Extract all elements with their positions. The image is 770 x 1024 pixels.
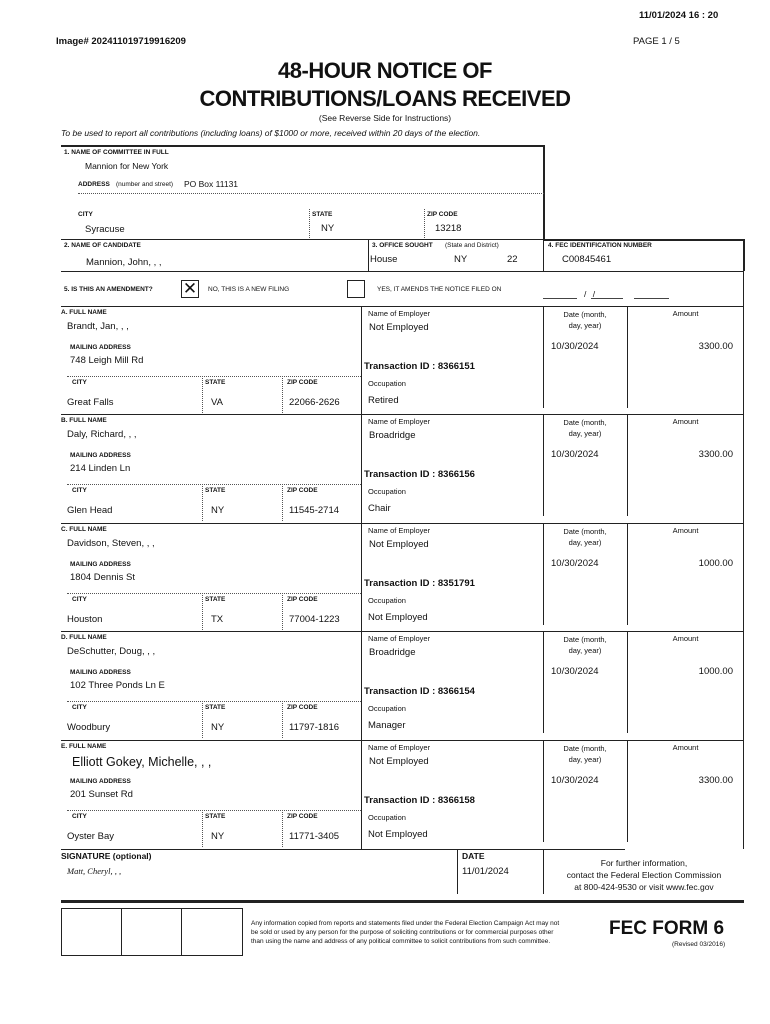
mailing-address-label: MAILING ADDRESS [70,669,131,676]
city-label: CITY [72,813,87,820]
signature-date: 11/01/2024 [462,866,509,877]
contributor-city: Oyster Bay [67,831,114,842]
state-label: STATE [205,704,226,711]
fec-id-right-border [743,239,745,271]
disclaimer-line-3: than using the name and address of any political committee to solicit contributions from such committee. [251,938,551,945]
contributor-zip: 11797-1816 [289,722,340,733]
divider [121,908,122,956]
signature-name: Matt, Cheryl, , , [67,866,122,876]
contribution-amount: 3300.00 [698,341,733,352]
contribution-amount: 3300.00 [698,775,733,786]
office-district: 22 [507,254,518,265]
contribution-date: 10/30/2024 [551,558,599,569]
contributor-name: Brandt, Jan, , , [67,321,129,332]
entry-divider [202,701,203,738]
divider [457,849,458,894]
entry-top-border [61,740,744,741]
fec-id-top-border [543,239,744,241]
committee-address-sublabel: (number and street) [116,181,174,188]
contributor-name: Davidson, Steven, , , [67,538,155,549]
fec-id-label: 4. FEC IDENTIFICATION NUMBER [548,242,652,249]
date-header: Date (month, day, year) [563,310,607,330]
occupation-label: Occupation [368,704,406,713]
transaction-id: Transaction ID : 8366156 [364,469,475,480]
contribution-amount: 1000.00 [698,666,733,677]
amount-header: Amount [672,526,699,535]
zip-label: ZIP CODE [287,379,318,386]
entry-divider [627,523,628,625]
disclaimer-line-1: Any information copied from reports and statements filed under the Federal Election Campaign Act may not [251,920,560,927]
contributor-state: NY [211,831,225,842]
contributor-city: Houston [67,614,103,625]
mailing-address-label: MAILING ADDRESS [70,561,131,568]
committee-city: Syracuse [85,224,125,235]
amendment-label: 5. IS THIS AN AMENDMENT? [64,286,153,293]
contribution-date: 10/30/2024 [551,666,599,677]
mailing-address: 748 Leigh Mill Rd [70,355,144,366]
contributor-name: Daly, Richard, , , [67,429,137,440]
contributor-city: Great Falls [67,397,114,408]
state-label: STATE [205,813,226,820]
contributor-zip: 22066-2626 [289,397,340,408]
entry-dotted-rule [67,701,361,702]
divider [368,239,369,271]
entry-divider [361,306,362,415]
entry-top-border [61,414,744,415]
form-name: FEC FORM 6 [609,918,725,939]
contributor-state: TX [211,614,224,625]
contributor-zip: 11771-3405 [289,831,340,842]
entry-top-border [61,306,744,307]
entry-dotted-rule [67,484,361,485]
entry-divider [202,593,203,630]
contributor-city: Woodbury [67,722,111,733]
contribution-date: 10/30/2024 [551,341,599,352]
office-sought: House [370,254,398,265]
entry-divider [627,414,628,516]
contributor-city: Glen Head [67,505,113,516]
mailing-address: 214 Linden Ln [70,463,131,474]
contributor-state: VA [211,397,223,408]
committee-state-label: STATE [312,211,333,218]
signature-top-border [61,849,625,850]
contributor-label: D. FULL NAME [61,634,107,641]
entry-divider [361,414,362,523]
address-line [78,193,544,194]
date-header: Date (month, day, year) [563,527,607,547]
yes-amends-checkbox[interactable] [347,280,365,298]
amount-header: Amount [672,417,699,426]
candidate-top-border [61,239,544,240]
contributor-name: DeSchutter, Doug, , , [67,646,156,657]
date-header: Date (month, day, year) [563,635,607,655]
info-line-1: For further information, [600,858,688,868]
amount-header: Amount [672,743,699,752]
entry-divider [361,631,362,740]
occupation-label: Occupation [368,813,406,822]
entry-divider [627,306,628,408]
contributor-label: A. FULL NAME [61,309,107,316]
info-line-2: contact the Federal Election Commission [566,870,722,880]
entry-top-border [61,523,744,524]
no-new-filing-checkbox[interactable] [181,280,199,298]
section-top-border [61,145,544,147]
mailing-address-label: MAILING ADDRESS [70,452,131,459]
state-label: STATE [205,487,226,494]
mailing-address: 102 Three Ponds Ln E [70,680,165,691]
employer-label: Name of Employer [368,634,431,643]
entry-divider [202,484,203,521]
contributor-label: B. FULL NAME [61,417,107,424]
entry-divider [282,810,283,847]
contributor-name: Elliott Gokey, Michelle, , , [72,755,212,769]
mailing-address-label: MAILING ADDRESS [70,778,131,785]
info-line-3: at 800-424-9530 or visit www.fec.gov [574,882,714,892]
divider [181,908,182,956]
occupation-label: Occupation [368,596,406,605]
state-label: STATE [205,596,226,603]
contributor-occupation: Manager [368,720,406,731]
committee-address: PO Box 11131 [184,179,239,189]
disclaimer-line-2: be sold or used by any person for the purpose of soliciting contributions or for commercial purposes other [251,929,554,936]
employer-label: Name of Employer [368,743,431,752]
transaction-id: Transaction ID : 8351791 [364,578,475,589]
table-right-border [743,271,744,849]
office-sublabel: (State and District) [445,242,499,249]
signature-date-label: DATE [462,851,485,861]
footer-thick-rule [61,900,744,903]
entry-top-border [61,631,744,632]
entry-divider [282,376,283,413]
fec-id-number: C00845461 [562,254,612,265]
no-new-filing-label: NO, THIS IS A NEW FILING [208,286,290,293]
date-header: Date (month, day, year) [563,744,607,764]
page-number: PAGE 1 / 5 [633,36,680,47]
city-label: CITY [72,596,87,603]
entry-divider [202,810,203,847]
entry-dotted-rule [67,593,361,594]
signature-label: SIGNATURE (optional) [61,851,152,861]
instruction-text: To be used to report all contributions (including loans) of $1000 or more, received within 20 days of the election. [61,128,481,138]
divider [424,209,425,238]
contribution-date: 10/30/2024 [551,775,599,786]
employer-name: Not Employed [369,756,429,767]
amend-date-slashes: / / [584,289,598,299]
entry-divider [282,593,283,630]
form-revised: (Revised 03/2016) [672,941,726,948]
amount-header: Amount [672,309,699,318]
entry-divider [361,740,362,849]
checkmark-x-icon: ✕ [182,279,198,298]
city-label: CITY [72,487,87,494]
zip-label: ZIP CODE [287,704,318,711]
mailing-address: 201 Sunset Rd [70,789,133,800]
transaction-id: Transaction ID : 8366151 [364,361,475,372]
state-label: STATE [205,379,226,386]
entry-dotted-rule [67,376,361,377]
city-label: CITY [72,379,87,386]
city-label: CITY [72,704,87,711]
occupation-label: Occupation [368,379,406,388]
mailing-address-label: MAILING ADDRESS [70,344,131,351]
employer-name: Not Employed [369,539,429,550]
transaction-id: Transaction ID : 8366158 [364,795,475,806]
entry-divider [202,376,203,413]
office-label: 3. OFFICE SOUGHT [372,242,433,249]
contribution-amount: 1000.00 [698,558,733,569]
zip-label: ZIP CODE [287,813,318,820]
form-title-line2: CONTRIBUTIONS/LOANS RECEIVED [199,86,571,111]
office-state: NY [454,254,468,265]
entry-dotted-rule [67,810,361,811]
employer-label: Name of Employer [368,526,431,535]
candidate-bottom-border [61,271,744,272]
contributor-zip: 77004-1223 [289,614,340,625]
candidate-label: 2. NAME OF CANDIDATE [64,242,141,249]
divider [309,209,310,238]
contribution-amount: 3300.00 [698,449,733,460]
committee-zip-label: ZIP CODE [427,211,458,218]
employer-label: Name of Employer [368,309,431,318]
transaction-id: Transaction ID : 8366154 [364,686,475,697]
amend-year-line [634,298,669,299]
see-reverse-note: (See Reverse Side for Instructions) [318,113,452,123]
entry-divider [282,701,283,738]
zip-label: ZIP CODE [287,596,318,603]
contributor-label: C. FULL NAME [61,526,107,533]
committee-name: Mannion for New York [85,161,169,171]
amend-month-line [543,298,577,299]
contributor-occupation: Chair [368,503,391,514]
contributor-occupation: Not Employed [368,612,428,623]
mailing-address: 1804 Dennis St [70,572,135,583]
timestamp: 11/01/2024 16 : 20 [639,10,719,21]
employer-name: Not Employed [369,322,429,333]
committee-zip: 13218 [435,223,462,234]
contribution-date: 10/30/2024 [551,449,599,460]
divider [543,239,544,271]
candidate-name: Mannion, John, , , [86,257,162,268]
image-number: Image# 202411019719916209 [56,36,186,47]
contributor-state: NY [211,722,225,733]
contributor-occupation: Retired [368,395,399,406]
committee-city-label: CITY [78,211,93,218]
office-use-boxes [61,908,243,956]
entry-divider [361,523,362,632]
zip-label: ZIP CODE [287,487,318,494]
employer-name: Broadridge [369,430,416,441]
yes-amends-label: YES, IT AMENDS THE NOTICE FILED ON [377,286,502,293]
date-header: Date (month, day, year) [563,418,607,438]
contributor-zip: 11545-2714 [289,505,340,516]
committee-label: 1. NAME OF COMMITTEE IN FULL [64,149,169,156]
employer-label: Name of Employer [368,417,431,426]
committee-state: NY [321,223,335,234]
committee-address-label: ADDRESS [78,181,110,188]
contributor-state: NY [211,505,225,516]
contributor-label: E. FULL NAME [61,743,107,750]
entry-divider [627,631,628,733]
entry-divider [282,484,283,521]
occupation-label: Occupation [368,487,406,496]
amount-header: Amount [672,634,699,643]
entry-divider [627,740,628,842]
employer-name: Broadridge [369,647,416,658]
form-title-line1: 48-HOUR NOTICE OF [278,58,492,83]
contributor-occupation: Not Employed [368,829,428,840]
